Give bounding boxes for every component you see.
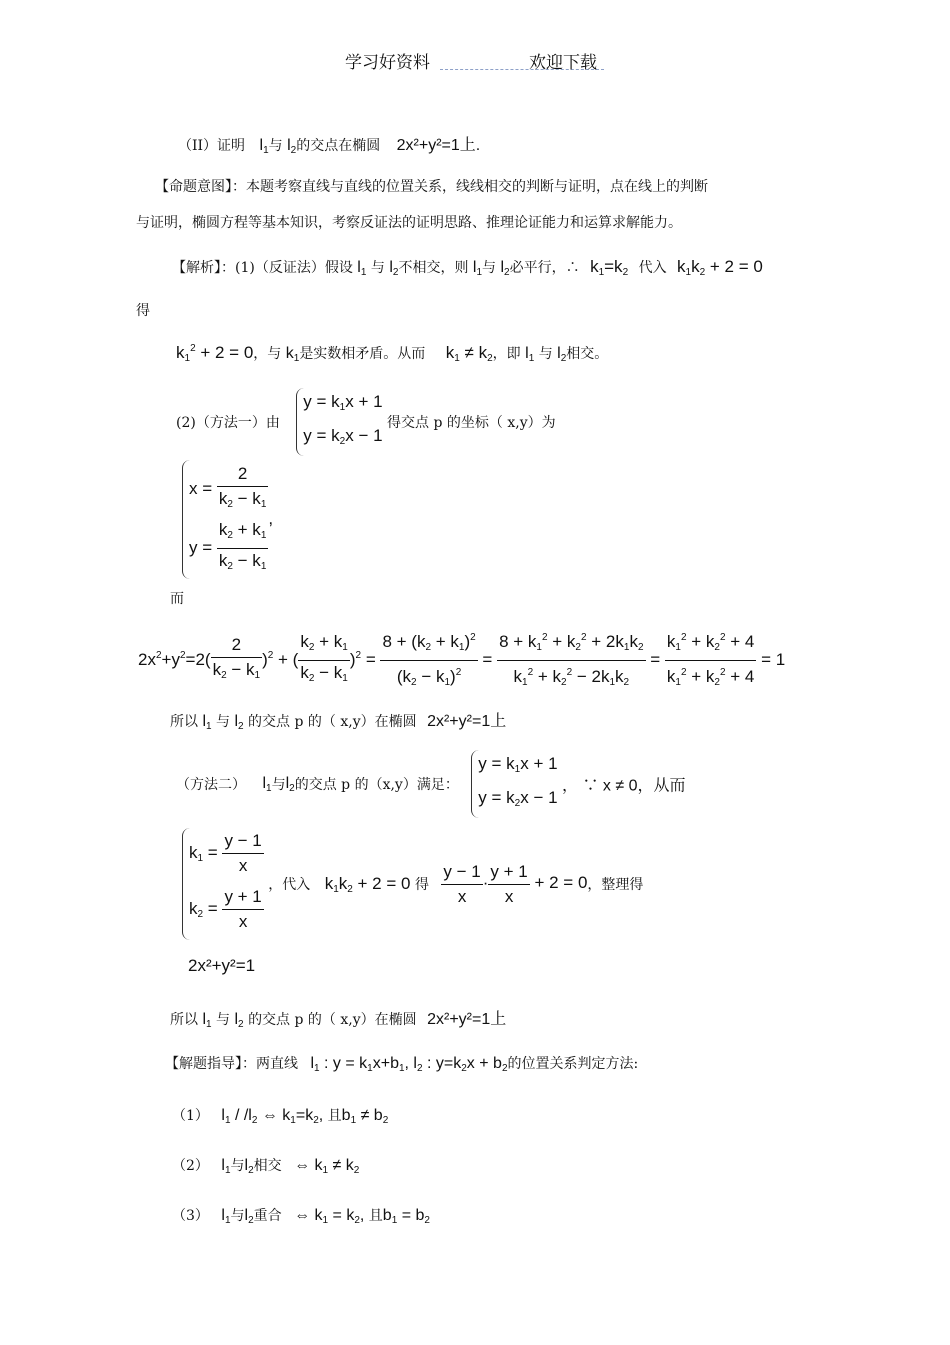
er-label: 而 <box>170 591 184 607</box>
so-line2: 所以 $l_1$ 与 $l_2$ 的交点 p 的（ x,y）在椭圆 2x²+y²=1上 <box>170 1011 507 1030</box>
part2-statement: （II）证明 $l_1$与 $l_2$的交点在椭圆 2x²+y²=1上. <box>178 137 481 156</box>
header-right: 欢迎下载 <box>529 53 597 73</box>
method2-line: （方法二） $l_1$与$l_2$的交点 p 的（x,y）满足： $y = k_1x + 1$ $y = k_2x - 1$ ， ∵ x ≠ 0，从而 <box>176 750 686 818</box>
k-solution: $k_1$ = $\frac{y - 1}{x}$ $k_2$ = $\frac{y + 1}{x}$ ，代入 $k_1k_2 + 2 = 0$ 得 $\frac{y - 1}{x}$ · $\frac{y + 1}{x}$ + 2 = 0，整理得 <box>182 828 643 940</box>
analysis-line1: 【解析】：(1)（反证法）假设 $l_1$ 与 $l_2$不相交，则 $l_1$与 $l_2$必平行，∴ $k_1=k_2$ 代入 $k_1k_2 + 2 = 0$ <box>172 257 763 278</box>
guide-item-1: （1） $l_1 / /l_2$ ⇔ $k_1=k_2$, 且$b_1 \ne b_2$ <box>172 1107 389 1126</box>
guide-item-2: （2） $l_1$与$l_2$相交 ⇔ $k_1 \ne k_2$ <box>172 1157 360 1176</box>
long-equation: $2x^2+y^2=2$( $\frac{2}{k_2 - k_1}$ )$^2$ + ( $\frac{k_2 + k_1}{k_2 - k_1}$ )$^2$ = $\frac{8 + (k_2 + k_1)^2}{(k_2 - k_1)^2}$ = $\frac{8 + k_1^2 + k_2^2 + 2k_1k_2}{k_1^2 + k_2^2 - 2k_1k_2}$ = $\frac{k_1^2 + k_2^2 + 4}{k_1^2 + k_2^2 + 4}$ = 1 <box>138 626 785 695</box>
intent-line2: 与证明，椭圆方程等基本知识，考察反证法的证明思路、推理论证能力和运算求解能力。 <box>136 215 682 231</box>
intent-line1: 【命题意图】：本题考察直线与直线的位置关系，线线相交的判断与证明，点在线上的判断 <box>155 179 708 195</box>
header-left: 学习好资料 <box>345 53 430 73</box>
method1-line: (2)（方法一）由 $y = k_1x + 1$ $y = k_2x - 1$ 得交点 p 的坐标（ x,y）为 <box>176 388 556 456</box>
analysis-de: 得 <box>136 303 150 319</box>
guide-item-3: （3） $l_1$与$l_2$重合 ⇔ $k_1 = k_2$, 且$b_1 = b_2$ <box>172 1207 430 1226</box>
analysis-line2: $k_1^2 + 2 = 0$，与 $k_1$是实数相矛盾。从而 $k_1 \ne k_2$，即 $l_1$ 与 $l_2$相交。 <box>176 343 609 364</box>
xy-solution: x = $\frac{2}{k_2 - k_1}$ y = $\frac{k_2 + k_1}{k_2 - k_1}$ , <box>182 460 273 579</box>
result-equation: 2x²+y²=1 <box>188 956 256 975</box>
guide-line: 【解题指导】：两直线 $l_1$ : $y = k_1x+b_1$, $l_2$ : $y=k_2x + b_2$的位置关系判定方法: <box>165 1055 639 1074</box>
so-line1: 所以 $l_1$ 与 $l_2$ 的交点 p 的（ x,y）在椭圆 2x²+y²=1上 <box>170 713 507 732</box>
